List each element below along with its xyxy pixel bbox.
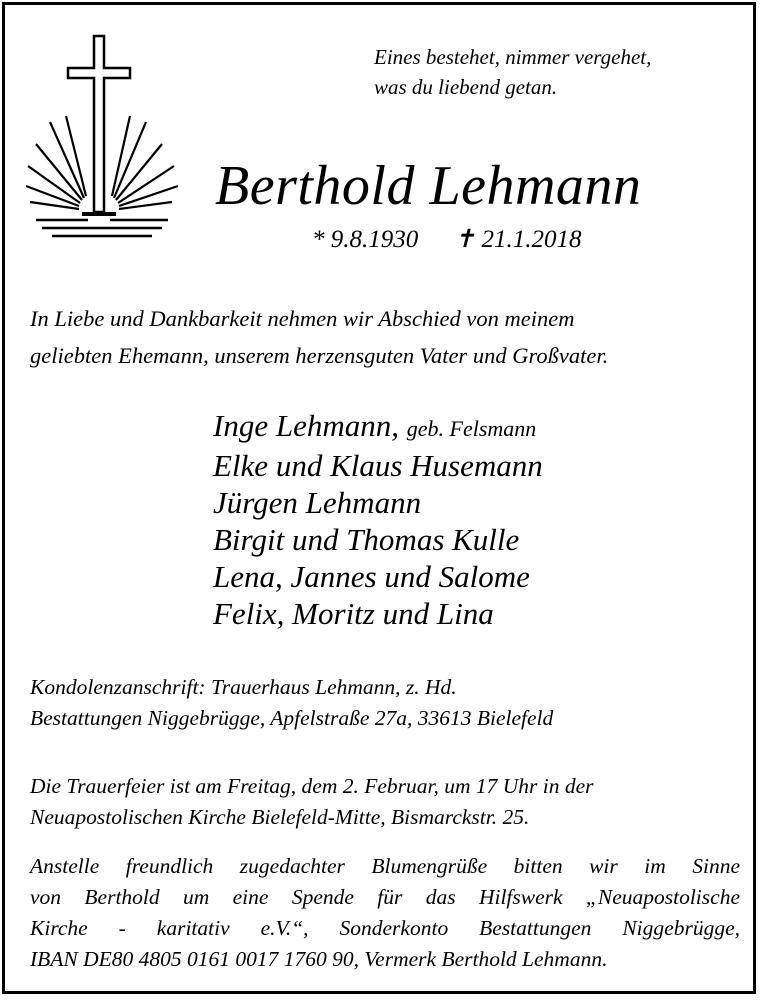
- donation-line: IBAN DE80 4805 0161 0017 1760 90, Vermerk Berthold Lehmann.: [30, 947, 608, 971]
- donation-request: [30, 851, 740, 975]
- motto: [374, 42, 744, 102]
- condolence-line: Bestattungen Niggebrügge, Apfelstraße 27a, 33613 Bielefeld: [30, 706, 554, 730]
- condolence-line: Kondolenzanschrift: Trauerhaus Lehmann, z. Hd.: [30, 675, 457, 699]
- birth-date: * 9.8.1930: [312, 226, 419, 253]
- service-line: Die Trauerfeier ist am Freitag, dem 2. Februar, um 17 Uhr in der: [30, 774, 594, 798]
- deceased-name: Berthold Lehmann: [215, 155, 642, 217]
- intro-text: [30, 300, 740, 374]
- death-date: ✝ 21.1.2018: [454, 226, 582, 253]
- mourner-line: Jürgen Lehmann: [213, 485, 422, 520]
- mourner-name: Inge Lehmann,: [213, 408, 399, 443]
- motto-line: was du liebend getan.: [374, 75, 558, 99]
- mourner-line: [213, 407, 733, 447]
- maiden-name-note: geb. Felsmann: [406, 416, 537, 441]
- intro-line: In Liebe und Dankbarkeit nehmen wir Abschied von meinem: [30, 306, 575, 331]
- donation-line: von Berthold um eine Spende für das Hilfswerk „Neuapostolische: [30, 885, 740, 909]
- mourners-list: [213, 407, 733, 632]
- mourner-line: Elke und Klaus Husemann: [213, 448, 543, 483]
- mourner-line: Birgit und Thomas Kulle: [213, 522, 520, 557]
- life-dates: [312, 225, 581, 255]
- mourner-line: Lena, Jannes und Salome: [213, 559, 530, 594]
- condolence-address: [30, 672, 742, 734]
- donation-line: Anstelle freundlich zugedachter Blumengrüße bitten wir im Sinne: [30, 854, 740, 878]
- motto-line: Eines bestehet, nimmer vergehet,: [374, 45, 652, 69]
- cross-with-sunrise-icon: [22, 30, 187, 245]
- intro-line: geliebten Ehemann, unserem herzensguten Vater und Großvater.: [30, 343, 609, 368]
- service-line: Neuapostolischen Kirche Bielefeld-Mitte, Bismarckstr. 25.: [30, 805, 530, 829]
- donation-line: Kirche - karitativ e.V.“, Sonderkonto Bestattungen Niggebrügge,: [30, 916, 740, 940]
- funeral-service-info: [30, 771, 742, 833]
- mourner-line: Felix, Moritz und Lina: [213, 596, 494, 631]
